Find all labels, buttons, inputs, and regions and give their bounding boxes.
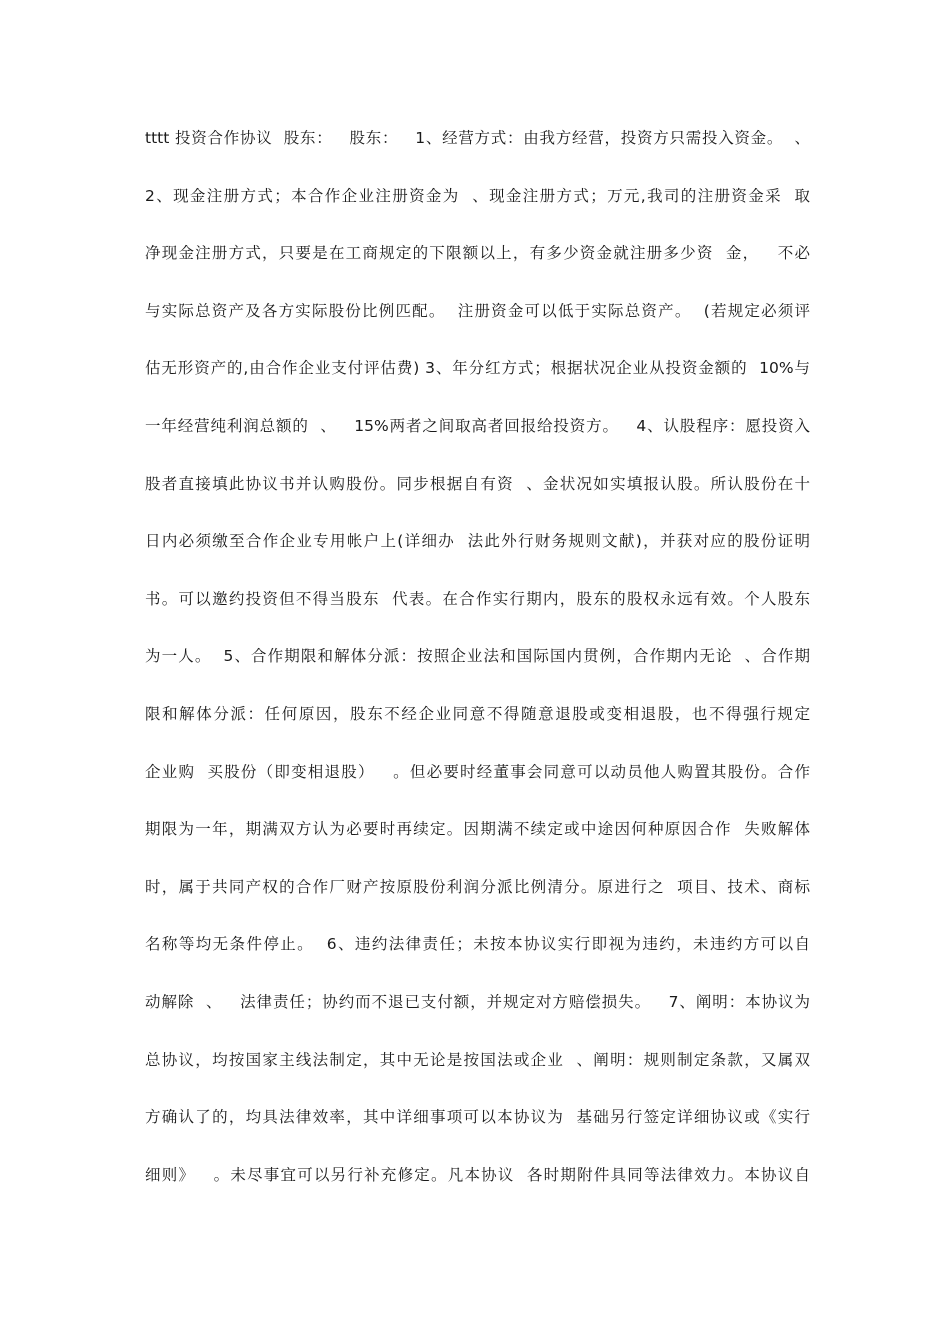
text-line: 动解除 、 法律责任；协约而不退已支付额，并规定对方赔偿损失。 7、阐明：本协议为 bbox=[145, 992, 810, 1011]
text-line: 净现金注册方式，只要是在工商规定的下限额以上，有多少资金就注册多少资 金， 不必 bbox=[145, 244, 810, 263]
document-body bbox=[145, 120, 810, 1214]
text-line: 2、现金注册方式；本合作企业注册资金为 、现金注册方式；万元,我司的注册资金采 取 bbox=[145, 186, 810, 205]
text-line: 书。可以邀约投资但不得当股东 代表。在合作实行期内，股东的股权永远有效。个人股东 bbox=[145, 589, 810, 608]
text-line: 股者直接填此协议书并认购股份。同步根据自有资 、金状况如实填报认股。所认股份在十 bbox=[145, 474, 810, 493]
text-line: 为一人。 5、合作期限和解体分派：按照企业法和国际国内贯例，合作期内无论 、合作期 bbox=[145, 647, 810, 666]
text-line: 估无形资产的,由合作企业支付评估费) 3、年分红方式；根据状况企业从投资金额的 10%与 bbox=[145, 359, 810, 378]
text-line: 限和解体分派：任何原因，股东不经企业同意不得随意退股或变相退股，也不得强行规定 bbox=[145, 704, 810, 723]
text-line: 一年经营纯利润总额的 、 15%两者之间取高者回报给投资方。 4、认股程序：愿投资入 bbox=[145, 416, 810, 435]
text-line: 名称等均无条件停止。 6、违约法律责任；未按本协议实行即视为违约，未违约方可以自 bbox=[145, 935, 810, 954]
text-line: tttt 投资合作协议 股东： 股东： 1、经营方式：由我方经营，投资方只需投入资金。 、 bbox=[145, 129, 810, 147]
text-line: 方确认了的，均具法律效率，其中详细事项可以本协议为 基础另行签定详细协议或《实行 bbox=[145, 1108, 810, 1127]
text-line: 细则》 。未尽事宜可以另行补充修定。凡本协议 各时期附件具同等法律效力。本协议自 bbox=[145, 1165, 810, 1184]
text-line: 时，属于共同产权的合作厂财产按原股份利润分派比例清分。原进行之 项目、技术、商标 bbox=[145, 877, 810, 896]
text-line: 日内必须缴至合作企业专用帐户上(详细办 法此外行财务规则文献)，并获对应的股份证明 bbox=[145, 532, 810, 551]
text-line: 企业购 买股份（即变相退股） 。但必要时经董事会同意可以动员他人购置其股份。合作 bbox=[145, 762, 810, 781]
text-line: 期限为一年，期满双方认为必要时再续定。因期满不续定或中途因何种原因合作 失败解体 bbox=[145, 820, 810, 839]
text-line: 与实际总资产及各方实际股份比例匹配。 注册资金可以低于实际总资产。 (若规定必须评 bbox=[145, 301, 810, 320]
text-line: 总协议，均按国家主线法制定，其中无论是按国法或企业 、阐明：规则制定条款，又属双 bbox=[145, 1050, 810, 1069]
